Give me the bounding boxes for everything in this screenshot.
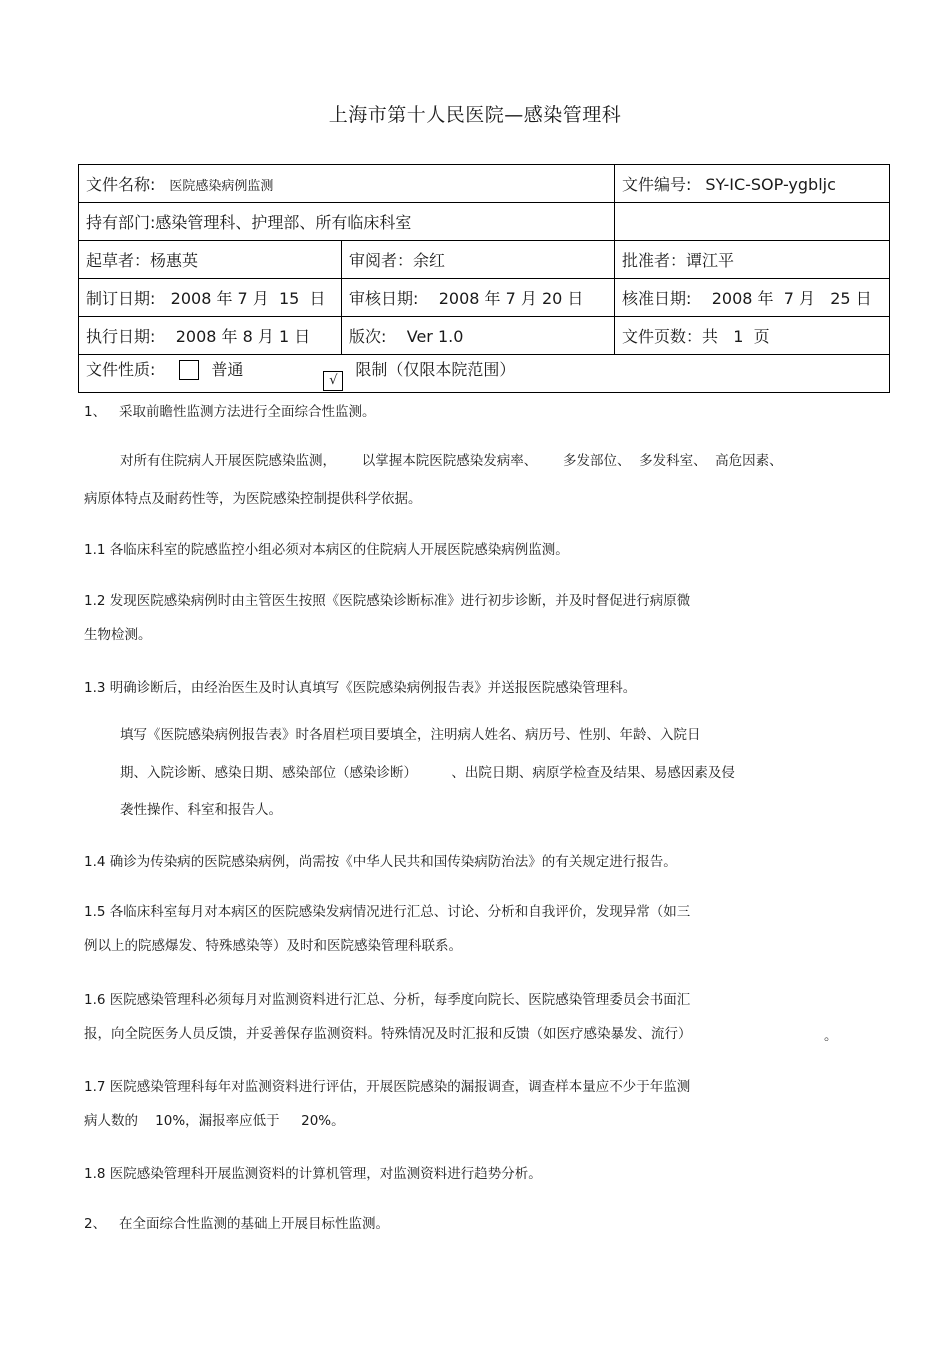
table-row xyxy=(79,355,890,393)
file-no-value: SY-IC-SOP-ygbljc xyxy=(705,175,836,194)
section-1-heading: 1、 采取前瞻性监测方法进行全面综合性监测。 xyxy=(84,404,376,420)
table-row xyxy=(79,203,890,241)
normal-option-label: 普通 xyxy=(211,359,244,379)
restricted-checkbox[interactable]: √ xyxy=(323,371,343,391)
owner-value: 感染管理科、护理部、所有临床科室 xyxy=(155,213,412,232)
table-row xyxy=(79,165,890,203)
paragraph-line: 病原体特点及耐药性等，为医院感染控制提供科学依据。 xyxy=(84,491,422,507)
reviewer-cell: 审阅者：余红 xyxy=(342,241,615,279)
nature-label: 文件性质: xyxy=(86,359,156,379)
section-2-heading: 2、 在全面综合性监测的基础上开展目标性监测。 xyxy=(84,1216,389,1232)
document-info-table xyxy=(78,164,890,393)
table-row xyxy=(79,241,890,279)
item-1-8: 1.8 医院感染管理科开展监测资料的计算机管理，对监测资料进行趋势分析。 xyxy=(84,1166,542,1182)
file-name-label: 文件名称: xyxy=(86,175,156,194)
empty-cell xyxy=(615,203,890,241)
nature-cell xyxy=(79,355,890,393)
owner-cell xyxy=(79,203,615,241)
item-1-2: 1.2 发现医院感染病例时由主管医生按照《医院感染诊断标准》进行初步诊断，并及时督促进行病原微 xyxy=(84,593,691,609)
item-1-4: 1.4 确诊为传染病的医院感染病例，尚需按《中华人民共和国传染病防治法》的有关规定进行报告。 xyxy=(84,854,677,870)
exec-date-cell: 执行日期: 2008 年 8 月 1 日 xyxy=(79,317,342,355)
paragraph-line: 填写《医院感染病例报告表》时各眉栏项目要填全，注明病人姓名、病历号、性别、年龄、入院日 xyxy=(120,727,701,743)
review-date-cell: 审核日期: 2008 年 7 月 20 日 xyxy=(342,279,615,317)
file-name-value: 医院感染病例监测 xyxy=(169,179,274,194)
document-title: 上海市第十人民医院—感染管理科 xyxy=(328,104,622,126)
item-1-6-continued: 报，向全院医务人员反馈，并妥善保存监测资料。特殊情况及时汇报和反馈（如医疗感染暴发、流行） xyxy=(84,1026,692,1042)
pages-cell: 文件页数：共 1 页 xyxy=(615,317,890,355)
file-no-cell xyxy=(615,165,890,203)
owner-label: 持有部门: xyxy=(86,213,156,232)
approver-cell: 批准者：谭江平 xyxy=(615,241,890,279)
version-cell: 版次: Ver 1.0 xyxy=(342,317,615,355)
file-name-cell xyxy=(79,165,615,203)
item-1-7-continued: 病人数的 10%，漏报率应低于 20%。 xyxy=(84,1113,345,1129)
approve-date-cell: 核准日期: 2008 年 7 月 25 日 xyxy=(615,279,890,317)
table-row xyxy=(79,317,890,355)
paragraph-line: 袭性操作、科室和报告人。 xyxy=(120,802,282,818)
item-1-3: 1.3 明确诊断后，由经治医生及时认真填写《医院感染病例报告表》并送报医院感染管理科。 xyxy=(84,680,637,696)
normal-checkbox[interactable] xyxy=(179,360,199,380)
item-1-7: 1.7 医院感染管理科每年对监测资料进行评估，开展医院感染的漏报调查，调查样本量应不少于年监测 xyxy=(84,1079,691,1095)
item-1-5-continued: 例以上的院感爆发、特殊感染等）及时和医院感染管理科联系。 xyxy=(84,938,462,954)
item-1-6-period: 。 xyxy=(824,1028,838,1044)
paragraph-line: 期、入院诊断、感染日期、感染部位（感染诊断） 、出院日期、病原学检查及结果、易感因素及侵 xyxy=(120,765,735,781)
made-date-cell: 制订日期: 2008 年 7 月 15 日 xyxy=(79,279,342,317)
paragraph-line: 对所有住院病人开展医院感染监测， 以掌握本院医院感染发病率、 多发部位、 多发科室、 高危因素、 xyxy=(120,453,783,469)
item-1-6: 1.6 医院感染管理科必须每月对监测资料进行汇总、分析，每季度向院长、医院感染管理委员会书面汇 xyxy=(84,992,691,1008)
item-1-2-continued: 生物检测。 xyxy=(84,627,152,643)
restricted-option-label: 限制（仅限本院范围） xyxy=(355,359,516,379)
table-row xyxy=(79,279,890,317)
item-1-1: 1.1 各临床科室的院感监控小组必须对本病区的住院病人开展医院感染病例监测。 xyxy=(84,542,569,558)
item-1-5: 1.5 各临床科室每月对本病区的医院感染发病情况进行汇总、讨论、分析和自我评价，发现异常（如三 xyxy=(84,904,691,920)
drafter-cell: 起草者：杨惠英 xyxy=(79,241,342,279)
file-no-label: 文件编号: xyxy=(622,175,692,194)
